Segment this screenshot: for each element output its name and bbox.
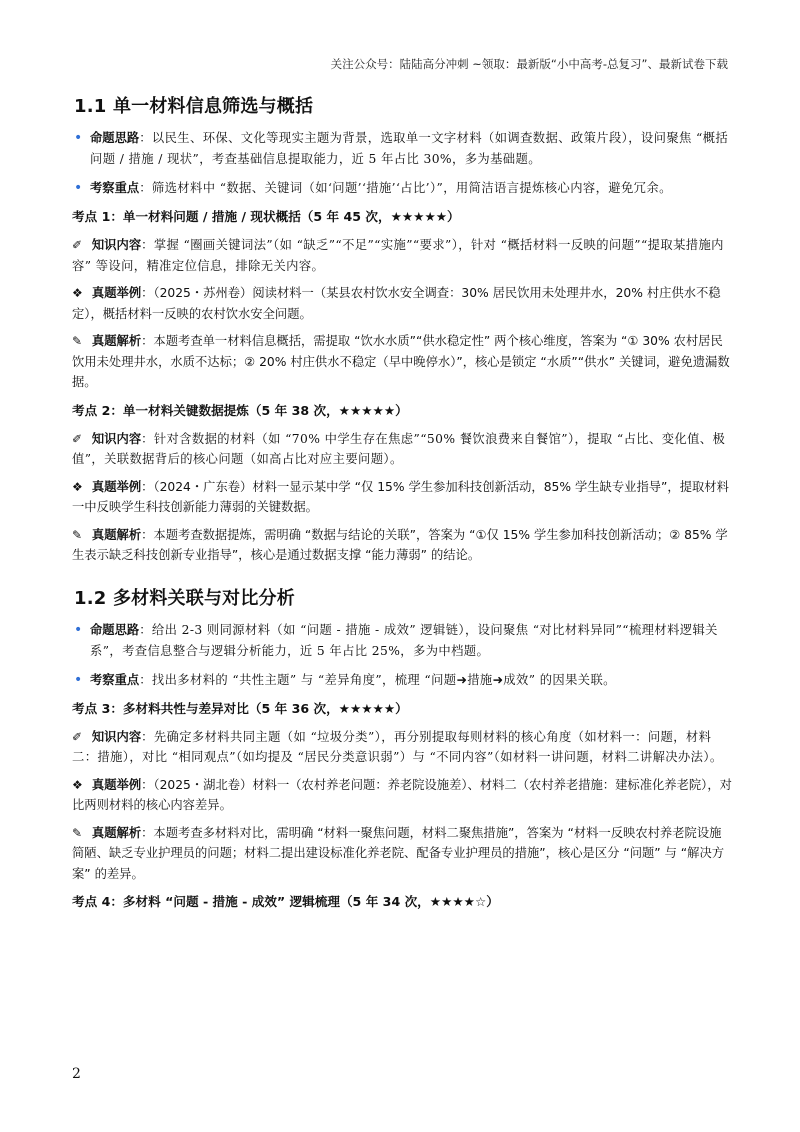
bullet-dot-icon: • — [74, 671, 83, 688]
pen-icon: ✎ — [72, 825, 83, 840]
kaodian-1-title: 考点 1：单一材料问题 / 措施 / 现状概括（5 年 45 次，★★★★★） — [72, 209, 460, 224]
pen-icon: ✎ — [72, 334, 83, 348]
page-header: 关注公众号：陆陆高分冲刺 ~领取：最新版“小中高考-总复习”、最新试卷下载 — [330, 57, 728, 71]
page-number: 2 — [72, 1066, 81, 1082]
pencil-icon: ✐ — [72, 238, 83, 252]
kaodian-3-title: 考点 3：多材料共性与差异对比（5 年 36 次，★★★★★） — [72, 700, 408, 716]
section-title-1-2: 1.2 多材料关联与对比分析 — [74, 587, 295, 609]
bullet-kaocha-2: • 考察重点：找出多材料的 “共性主题” 与 “差异角度”，梳理 “问题➜措施➜成效” 的因果关联。 — [72, 670, 732, 691]
bullet-dot-icon: • — [74, 621, 83, 638]
kaodian-2-title: 考点 2：单一材料关键数据提炼（5 年 38 次，★★★★★） — [72, 402, 408, 418]
kaodian-4-title: 考点 4：多材料 “问题 - 措施 - 成效” 逻辑梳理（5 年 34 次，★★★★☆） — [72, 894, 499, 909]
bullet-dot-icon: • — [74, 130, 83, 146]
section-title-1-1: 1.1 单一材料信息筛选与概括 — [74, 96, 314, 117]
kaodian-2-zhishi: ✐ 知识内容：针对含数据的材料（如 “70% 中学生存在焦虑”“50% 餐饮浪费来自餐馆”），提取 “占比、变化值、极值”，关联数据背后的核心问题（如高占比对应主要问题）。 — [72, 429, 732, 470]
kaodian-2-jiexi: ✎ 真题解析：本题考查数据提炼，需明确 “数据与结论的关联”，答案为 “①仅 15% 学生参加科技创新活动；② 85% 学生表示缺乏科技创新专业指导”，核心是通过数据支撑 “能力薄弱” 的结论。 — [72, 525, 732, 566]
diamond-icon: ❖ — [72, 286, 83, 300]
diamond-icon: ❖ — [72, 777, 83, 792]
diamond-icon: ❖ — [72, 479, 83, 494]
kaodian-3-zhishi: ✐ 知识内容：先确定多材料共同主题（如 “垃圾分类”），再分别提取每则材料的核心角度（如材料一：问题，材料二：措施），对比 “相同观点”（如均提及 “居民分类意识弱”）与 “不同内容”（如材料一讲问题，材料二讲解决办法）。 — [72, 727, 732, 768]
bullet-dot-icon: • — [74, 180, 83, 196]
bullet-mingti-1: • 命题思路：以民生、环保、文化等现实主题为背景，选取单一文字材料（如调查数据、政策片段），设问聚焦 “概括问题 / 措施 / 现状”，考查基础信息提取能力，近 5 年占比 30%，多为基础题。 — [74, 130, 729, 166]
pen-icon: ✎ — [72, 527, 83, 542]
bullet-mingti-2: • 命题思路：给出 2-3 则同源材料（如 “问题 - 措施 - 成效” 逻辑链），设问聚焦 “对比材料异同”“梳理材料逻辑关系”，考查信息整合与逻辑分析能力，近 5 年占比 25%，多为中档题。 — [74, 621, 718, 658]
kaodian-3-jiexi: ✎ 真题解析：本题考查多材料对比，需明确 “材料一聚焦问题，材料二聚焦措施”，答案为 “材料一反映农村养老院设施简陋、缺乏专业护理员的问题；材料二提出建设标准化养老院、配备专业护理员的措施”，核心是区分 “问题” 与 “解决方案” 的差异。 — [72, 823, 732, 885]
kaodian-3-lizi: ❖ 真题举例：（2025・湖北卷）材料一（农村养老问题：养老院设施差）、材料二（农村养老措施：建标准化养老院），对比两则材料的核心内容差异。 — [72, 775, 732, 816]
bullet-kaocha-1: • 考察重点：筛选材料中 “数据、关键词（如‘问题’‘措施’‘占比’）”，用简洁语言提炼核心内容，避免冗余。 — [72, 178, 732, 199]
kaodian-2-lizi: ❖ 真题举例：（2024・广东卷）材料一显示某中学 “仅 15% 学生参加科技创新活动，85% 学生缺专业指导”，提取材料一中反映学生科技创新能力薄弱的关键数据。 — [72, 477, 732, 518]
kaodian-1-lizi: ❖ 真题举例：（2025・苏州卷）阅读材料一（某县农村饮水安全调查：30% 居民饮用未处理井水，20% 村庄供水不稳定），概括材料一反映的农村饮水安全问题。 — [72, 283, 732, 324]
pencil-icon: ✐ — [72, 729, 83, 744]
pencil-icon: ✐ — [72, 431, 83, 446]
kaodian-1-jiexi: ✎ 真题解析：本题考查单一材料信息概括，需提取 “饮水水质”“供水稳定性” 两个核心维度，答案为 “① 30% 农村居民饮用未处理井水，水质不达标；② 20% 村庄供水不稳定（早中晚停水）”，核心是锁定 “水质”“供水” 关键词，避免遗漏数据。 — [72, 331, 732, 393]
page-content — [72, 92, 732, 920]
kaodian-1-zhishi: ✐ 知识内容：掌握 “圈画关键词法”（如 “缺乏”“不足”“实施”“要求”），针对 “概括材料一反映的问题”“提取某措施内容” 等设问，精准定位信息，排除无关内容。 — [72, 235, 732, 276]
